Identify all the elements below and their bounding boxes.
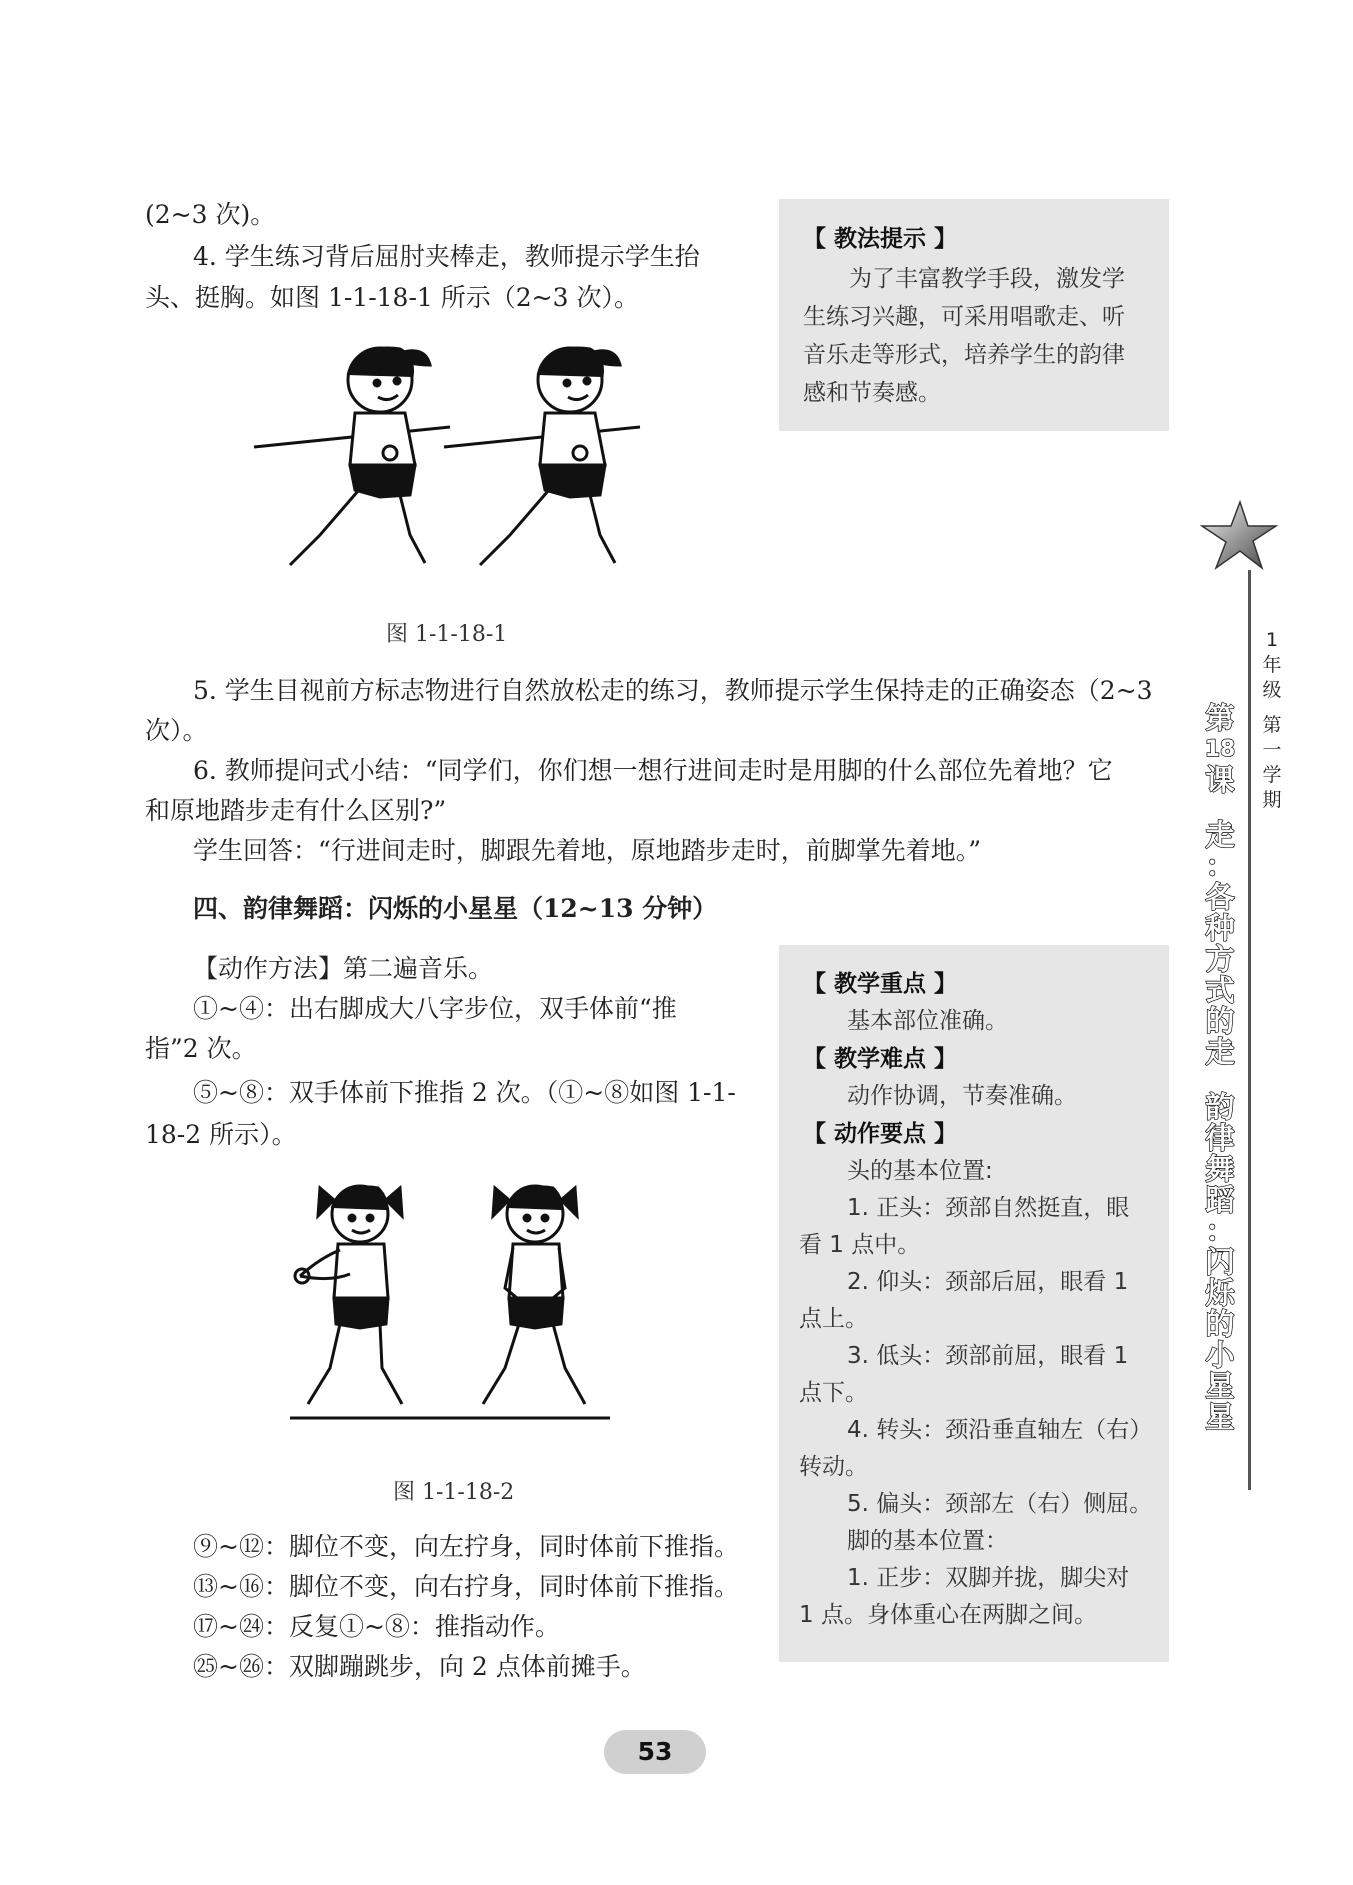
text-line: 【动作方法】第二遍音乐。 (193, 954, 494, 983)
tip-line: 转动。 (799, 1454, 868, 1480)
title-char: 各 (1205, 880, 1235, 914)
text-line: 次）。 (145, 716, 208, 745)
page-number: 53 (604, 1730, 706, 1774)
tip-line: 基本部位准确。 (847, 1008, 1008, 1034)
key-points-box (779, 945, 1169, 1662)
tip-line: 音乐走等形式，培养学生的韵律 (803, 342, 1125, 368)
title-char: 式 (1205, 973, 1235, 1007)
tip-heading: 【 动作要点 】 (803, 1121, 958, 1147)
tip-line: 1 点。身体重心在两脚之间。 (799, 1602, 1097, 1628)
lesson-title-vertical (1198, 703, 1242, 1433)
title-char: 第 (1205, 701, 1235, 735)
tip-line: 1. 正步：双脚并拢，脚尖对 (847, 1565, 1130, 1591)
title-char: 课 (1205, 763, 1235, 797)
title-char: 烁 (1205, 1276, 1235, 1310)
title-char: 律 (1205, 1121, 1235, 1155)
teaching-tip-box (779, 199, 1169, 431)
tip-heading: 【 教学重点 】 (803, 971, 958, 997)
tip-line: 脚的基本位置： (847, 1528, 1008, 1554)
text-line: ⑤~⑧：双手体前下推指 2 次。（①~⑧如图 1-1- (193, 1078, 736, 1107)
title-char: 18 (1204, 737, 1236, 762)
figure-caption: 图 1-1-18-1 (386, 622, 508, 647)
title-char: 星 (1205, 1369, 1235, 1403)
title-char: 走 (1205, 818, 1235, 852)
girls-dance-pose-illustration (290, 1178, 610, 1418)
tip-line: 动作协调，节奏准确。 (847, 1083, 1077, 1109)
tip-line: 为了丰富教学手段，激发学 (849, 266, 1125, 292)
tip-line: 1. 正头：颈部自然挺直，眼 (847, 1195, 1130, 1221)
tip-line: 2. 仰头：颈部后屈，眼看 1 (847, 1269, 1129, 1295)
title-char: ： (1205, 849, 1235, 883)
text-line: 5. 学生目视前方标志物进行自然放松走的练习，教师提示学生保持走的正确姿态（2~3 (193, 676, 1153, 705)
tip-line: 感和节奏感。 (803, 380, 941, 406)
text-line: 6. 教师提问式小结：“同学们，你们想一想行进间走时是用脚的什么部位先着地？它 (193, 756, 1113, 785)
tip-line: 点下。 (799, 1380, 868, 1406)
tip-line: 看 1 点中。 (799, 1232, 921, 1258)
text-line: 头、挺胸。如图 1-1-18-1 所示（2~3 次）。 (145, 283, 639, 312)
title-char: 方 (1205, 942, 1235, 976)
title-char: 韵 (1205, 1090, 1235, 1124)
text-line: ①~④：出右脚成大八字步位，双手体前“推 (193, 994, 677, 1023)
text-line: ㉕~㉖：双脚蹦跳步，向 2 点体前摊手。 (193, 1652, 646, 1681)
tip-line: 4. 转头：颈沿垂直轴左（右） (847, 1417, 1153, 1443)
text-line: ⑬~⑯：脚位不变，向右拧身，同时体前下推指。 (193, 1572, 739, 1601)
title-char: 的 (1205, 1004, 1235, 1038)
grade-char: 级 (1262, 679, 1282, 701)
text-line: 学生回答：“行进间走时，脚跟先着地，原地踏步走时，前脚掌先着地。” (193, 836, 982, 865)
tip-heading: 【 教法提示 】 (803, 226, 958, 252)
text-line: 和原地踏步走有什么区别?” (145, 796, 447, 825)
title-char: ： (1205, 1214, 1235, 1248)
title-char: 闪 (1205, 1245, 1235, 1279)
tip-line: 点上。 (799, 1306, 868, 1332)
title-char: 的 (1205, 1307, 1235, 1341)
grade-char: 一 (1262, 739, 1282, 761)
text-line: (2~3 次)。 (145, 200, 276, 229)
grade-char: 第 (1262, 714, 1282, 736)
grade-label (1254, 628, 1290, 813)
section-heading: 四、韵律舞蹈：闪烁的小星星（12~13 分钟） (193, 894, 718, 923)
title-char: 小 (1205, 1338, 1235, 1372)
grade-char: 学 (1262, 764, 1282, 786)
grade-char: 年 (1262, 654, 1282, 676)
tip-heading: 【 教学难点 】 (803, 1046, 958, 1072)
star-icon (1198, 500, 1278, 572)
tip-line: 5. 偏头：颈部左（右）侧屈。 (847, 1491, 1153, 1517)
title-char: 种 (1205, 911, 1235, 945)
title-char: 走 (1205, 1035, 1235, 1069)
tip-line: 生练习兴趣，可采用唱歌走、听 (803, 304, 1125, 330)
title-char: 星 (1205, 1400, 1235, 1434)
figure-caption: 图 1-1-18-2 (393, 1480, 515, 1505)
grade-char: 1 (1265, 629, 1279, 651)
tip-line: 头的基本位置: (847, 1158, 993, 1184)
walking-with-stick-illustration (250, 335, 650, 585)
text-line: 指”2 次。 (145, 1034, 257, 1063)
title-char: 舞 (1205, 1152, 1235, 1186)
text-line: ⑰~㉔：反复①~⑧：推指动作。 (193, 1612, 560, 1641)
text-line: 18-2 所示）。 (145, 1120, 297, 1149)
title-char: 蹈 (1205, 1183, 1235, 1217)
text-line: ⑨~⑫：脚位不变，向左拧身，同时体前下推指。 (193, 1532, 739, 1561)
sidebar-rule (1248, 570, 1251, 1490)
grade-char: 期 (1262, 789, 1282, 811)
text-line: 4. 学生练习背后屈肘夹棒走，教师提示学生抬 (193, 242, 700, 271)
tip-line: 3. 低头：颈部前屈，眼看 1 (847, 1343, 1129, 1369)
